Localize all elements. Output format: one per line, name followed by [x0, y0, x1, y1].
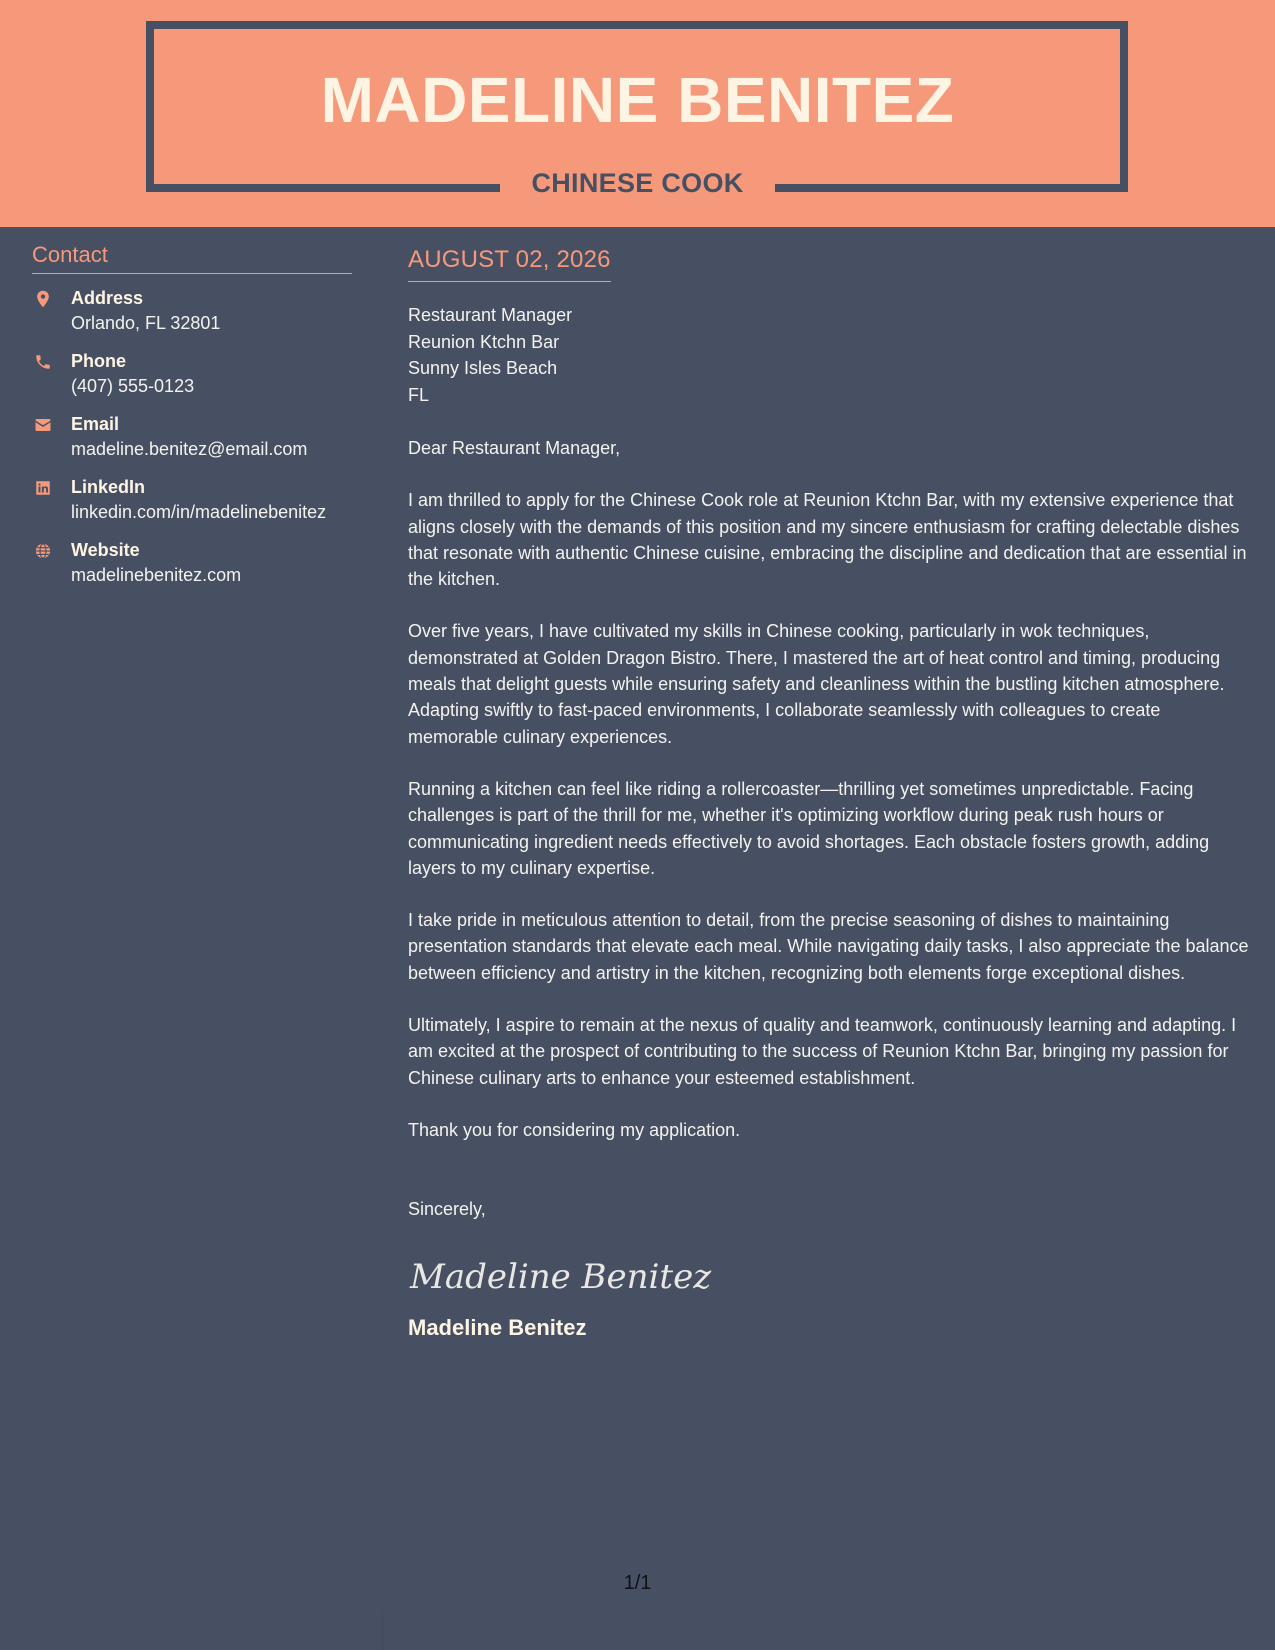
contact-item-website — [32, 538, 352, 601]
linkedin-label: LinkedIn — [71, 477, 146, 497]
candidate-name: MADELINE BENITEZ — [320, 64, 955, 136]
salutation: Dear Restaurant Manager, — [408, 438, 621, 458]
job-title: CHINESE COOK — [531, 168, 744, 198]
job-title-plate — [500, 160, 775, 206]
website-value: madelinebenitez.com — [71, 565, 242, 585]
email-label: Email — [71, 414, 120, 434]
contact-item-address — [32, 286, 352, 349]
date-block — [408, 244, 611, 282]
address-label: Address — [71, 288, 144, 308]
website-label: Website — [71, 540, 140, 560]
body-paragraph: Running a kitchen can feel like riding a rollercoaster—thrilling yet sometimes unpredictable. Facing challenges is part of the thrill for me, whether it's optimizing workflow during peak rush hours or communicating ingredient needs effectively to avoid shortages. Each obstacle fosters growth, adding layers to my culinary expertise. — [408, 778, 1210, 878]
cover-letter — [408, 244, 1253, 1343]
contact-item-email — [32, 412, 352, 475]
phone-label: Phone — [71, 351, 127, 371]
signer-name: Madeline Benitez — [408, 1314, 587, 1340]
body-paragraph: Ultimately, I aspire to remain at the nexus of quality and teamwork, continuously learning and adapting. I am excited at the prospect of contributing to the success of Reunion Ktchn Bar, bringing my passion for Chinese culinary arts to enhance your esteemed establishment. — [408, 1015, 1237, 1088]
signature — [408, 1245, 1253, 1305]
body-paragraph: I am thrilled to apply for the Chinese Cook role at Reunion Ktchn Bar, with my extensive experience that aligns closely with the demands of this position and my sincere enthusiasm for crafting delectable dishes that resonate with authentic Chinese cuisine, embracing the discipline and dedication that are essential in the kitchen. — [408, 490, 1247, 590]
recipient-block — [408, 302, 1253, 408]
contact-list — [32, 286, 352, 601]
header-banner — [0, 0, 1275, 227]
body-paragraph: Thank you for considering my application. — [408, 1119, 741, 1140]
recipient-line: FL — [408, 384, 430, 405]
body-paragraph: Over five years, I have cultivated my skills in Chinese cooking, particularly in wok techniques, demonstrated at Golden Dragon Bistro. There, I mastered the art of heat control and timing, producing meals that delight guests while ensuring safety and cleanliness within the bustling kitchen atmosphere. Adapting swiftly to fast-paced environments, I collaborate seamlessly with colleagues to create memorable culinary experiences. — [408, 621, 1225, 747]
envelope-icon — [34, 416, 52, 434]
globe-icon — [34, 542, 52, 560]
page-number: 1/1 — [623, 1572, 652, 1594]
closing: Sincerely, — [408, 1199, 486, 1220]
address-value: Orlando, FL 32801 — [71, 313, 221, 333]
contact-heading: Contact — [32, 240, 352, 274]
column-divider — [382, 1610, 383, 1650]
signature-image — [408, 1245, 728, 1305]
linkedin-value: linkedin.com/in/madelinebenitez — [71, 502, 327, 522]
linkedin-icon — [34, 479, 52, 497]
contact-item-phone — [32, 349, 352, 412]
body-paragraph: I take pride in meticulous attention to detail, from the precise seasoning of dishes to maintaining presentation standards that elevate each meal. While navigating daily tasks, I also appreciate the balance between efficiency and artistry in the kitchen, recognizing both elements forge exceptional dishes. — [408, 910, 1249, 983]
letter-date: AUGUST 02, 2026 — [408, 244, 611, 282]
contact-item-linkedin — [32, 475, 352, 538]
phone-icon — [34, 353, 52, 371]
recipient-line: Restaurant Manager — [408, 305, 573, 325]
signature-text: Madeline Benitez — [410, 1256, 712, 1297]
email-value: madeline.benitez@email.com — [71, 439, 308, 459]
contact-sidebar — [32, 240, 352, 601]
recipient-line: Reunion Ktchn Bar — [408, 331, 560, 352]
phone-value: (407) 555-0123 — [71, 376, 195, 396]
recipient-line: Sunny Isles Beach — [408, 358, 558, 378]
map-pin-icon — [34, 290, 52, 308]
